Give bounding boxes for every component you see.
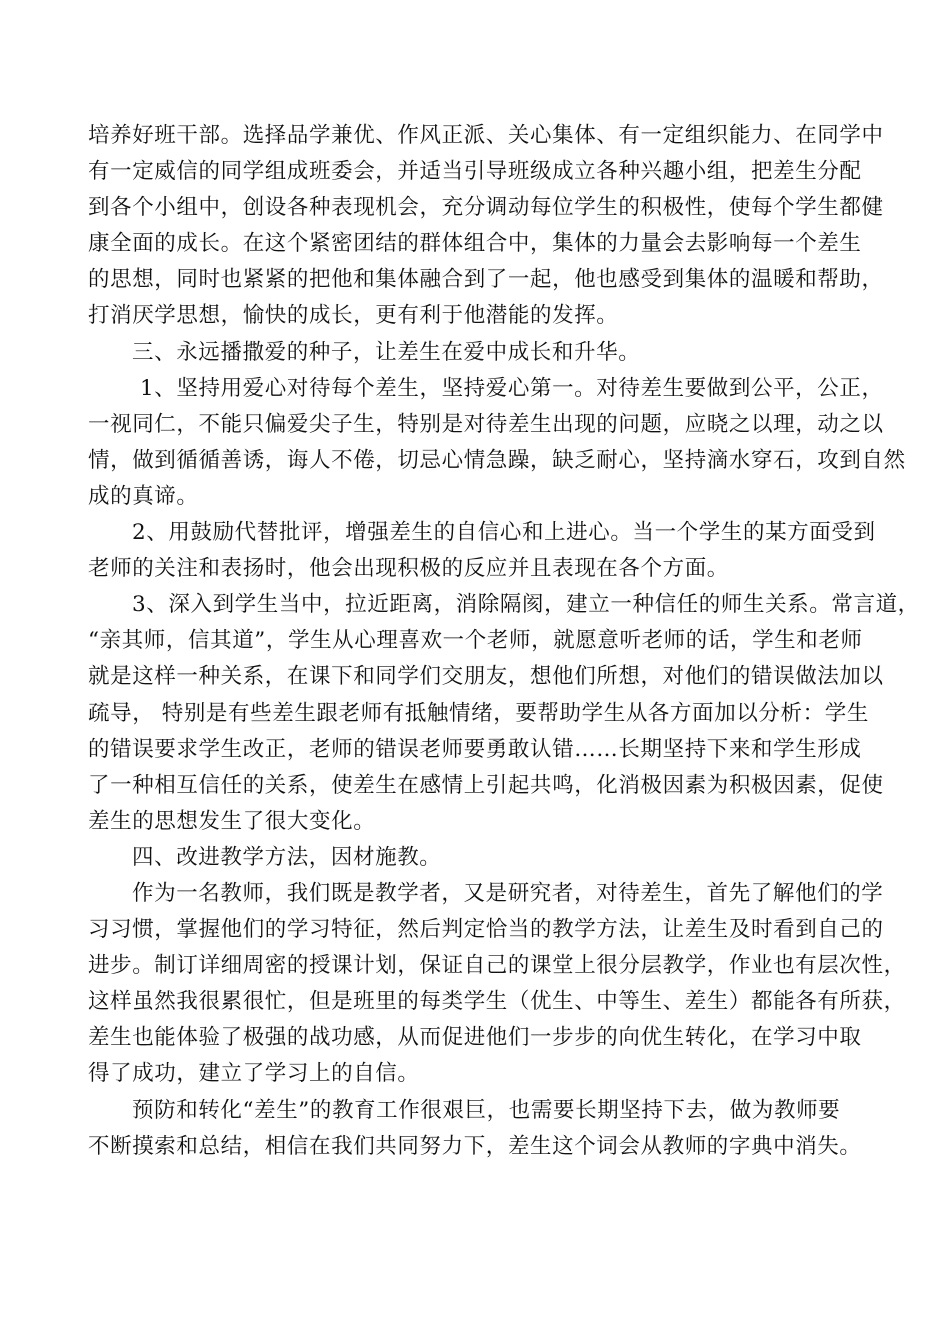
text-line: 情，做到循循善诱，诲人不倦，切忌心情急躁，缺乏耐心，坚持滴水穿石，攻到自然: [88, 447, 906, 473]
text-line: 习习惯，掌握他们的学习特征，然后判定恰当的教学方法，让差生及时看到自己的: [88, 917, 884, 943]
text-line: 打消厌学思想，愉快的成长，更有利于他潜能的发挥。: [88, 303, 619, 329]
text-line: 老师的关注和表扬时，他会出现积极的反应并且表现在各个方面。: [88, 556, 729, 582]
text-line: 3、深入到学生当中，拉近距离，消除隔阂，建立一种信任的师生关系。常言道，: [132, 592, 920, 618]
text-line: 差生的思想发生了很大变化。: [88, 808, 376, 834]
text-line: 预防和转化“差生”的教育工作很艰巨，也需要长期坚持下去，做为教师要: [132, 1097, 841, 1123]
text-line: 作为一名教师，我们既是教学者，又是研究者，对待差生，首先了解他们的学: [132, 880, 884, 906]
text-line: 有一定威信的同学组成班委会，并适当引导班级成立各种兴趣小组，把差生分配: [88, 159, 862, 185]
text-line: 的思想，同时也紧紧的把他和集体融合到了一起，他也感受到集体的温暖和帮助，: [88, 267, 884, 293]
paragraph-point-one: [88, 371, 906, 515]
paragraph-conclusion: [88, 1093, 864, 1165]
text-line: 了一种相互信任的关系，使差生在感情上引起共鸣，化消极因素为积极因素，促使: [88, 772, 884, 798]
heading-line: 四、改进教学方法，因材施教。: [132, 844, 442, 870]
text-line: 疏导， 特别是有些差生跟老师有抵触情绪，要帮助学生从各方面加以分析：学生: [88, 700, 869, 726]
text-line: 这样虽然我很累很忙，但是班里的每类学生（优生、中等生、差生）都能各有所获，: [88, 989, 906, 1015]
section-heading-three: [88, 335, 864, 371]
document-body: [88, 118, 920, 1165]
text-line: 得了成功，建立了学习上的自信。: [88, 1061, 420, 1087]
text-line: 培养好班干部。选择品学兼优、作风正派、关心集体、有一定组织能力、在同学中: [88, 123, 884, 148]
text-line: 到各个小组中，创设各种表现机会，充分调动每位学生的积极性，使每个学生都健: [88, 195, 884, 221]
text-line: 一视同仁，不能只偏爱尖子生，特别是对待差生出现的问题，应晓之以理，动之以: [88, 411, 884, 437]
text-line: 康全面的成长。在这个紧密团结的群体组合中，集体的力量会去影响每一个差生: [88, 231, 862, 257]
heading-line: 三、永远播撒爱的种子，让差生在爱中成长和升华。: [132, 339, 641, 365]
text-line: 成的真谛。: [88, 483, 199, 509]
text-line: “亲其师，信其道”，学生从心理喜欢一个老师，就愿意听老师的话，学生和老师: [88, 628, 863, 654]
paragraph-point-three: [88, 587, 920, 840]
text-line: 的错误要求学生改正，老师的错误老师要勇敢认错……长期坚持下来和学生形成: [88, 736, 862, 762]
text-line: 就是这样一种关系，在课下和同学们交朋友，想他们所想，对他们的错误做法加以: [88, 664, 884, 690]
text-line: 1、坚持用爱心对待每个差生，坚持爱心第一。对待差生要做到公平，公正，: [140, 375, 884, 401]
paragraph-class-cadres: [88, 118, 884, 335]
text-line: 不断摸索和总结，相信在我们共同努力下，差生这个词会从教师的字典中消失。: [88, 1133, 862, 1159]
text-line: 2、用鼓励代替批评，增强差生的自信心和上进心。当一个学生的某方面受到: [132, 520, 876, 546]
paragraph-point-two: [88, 515, 876, 587]
section-heading-four: [88, 840, 864, 876]
text-line: 差生也能体验了极强的战功感，从而促进他们一步步的向优生转化，在学习中取: [88, 1025, 862, 1051]
text-line: 进步。制订详细周密的授课计划，保证自己的课堂上很分层教学，作业也有层次性，: [88, 953, 906, 979]
paragraph-teaching-methods: [88, 876, 906, 1093]
